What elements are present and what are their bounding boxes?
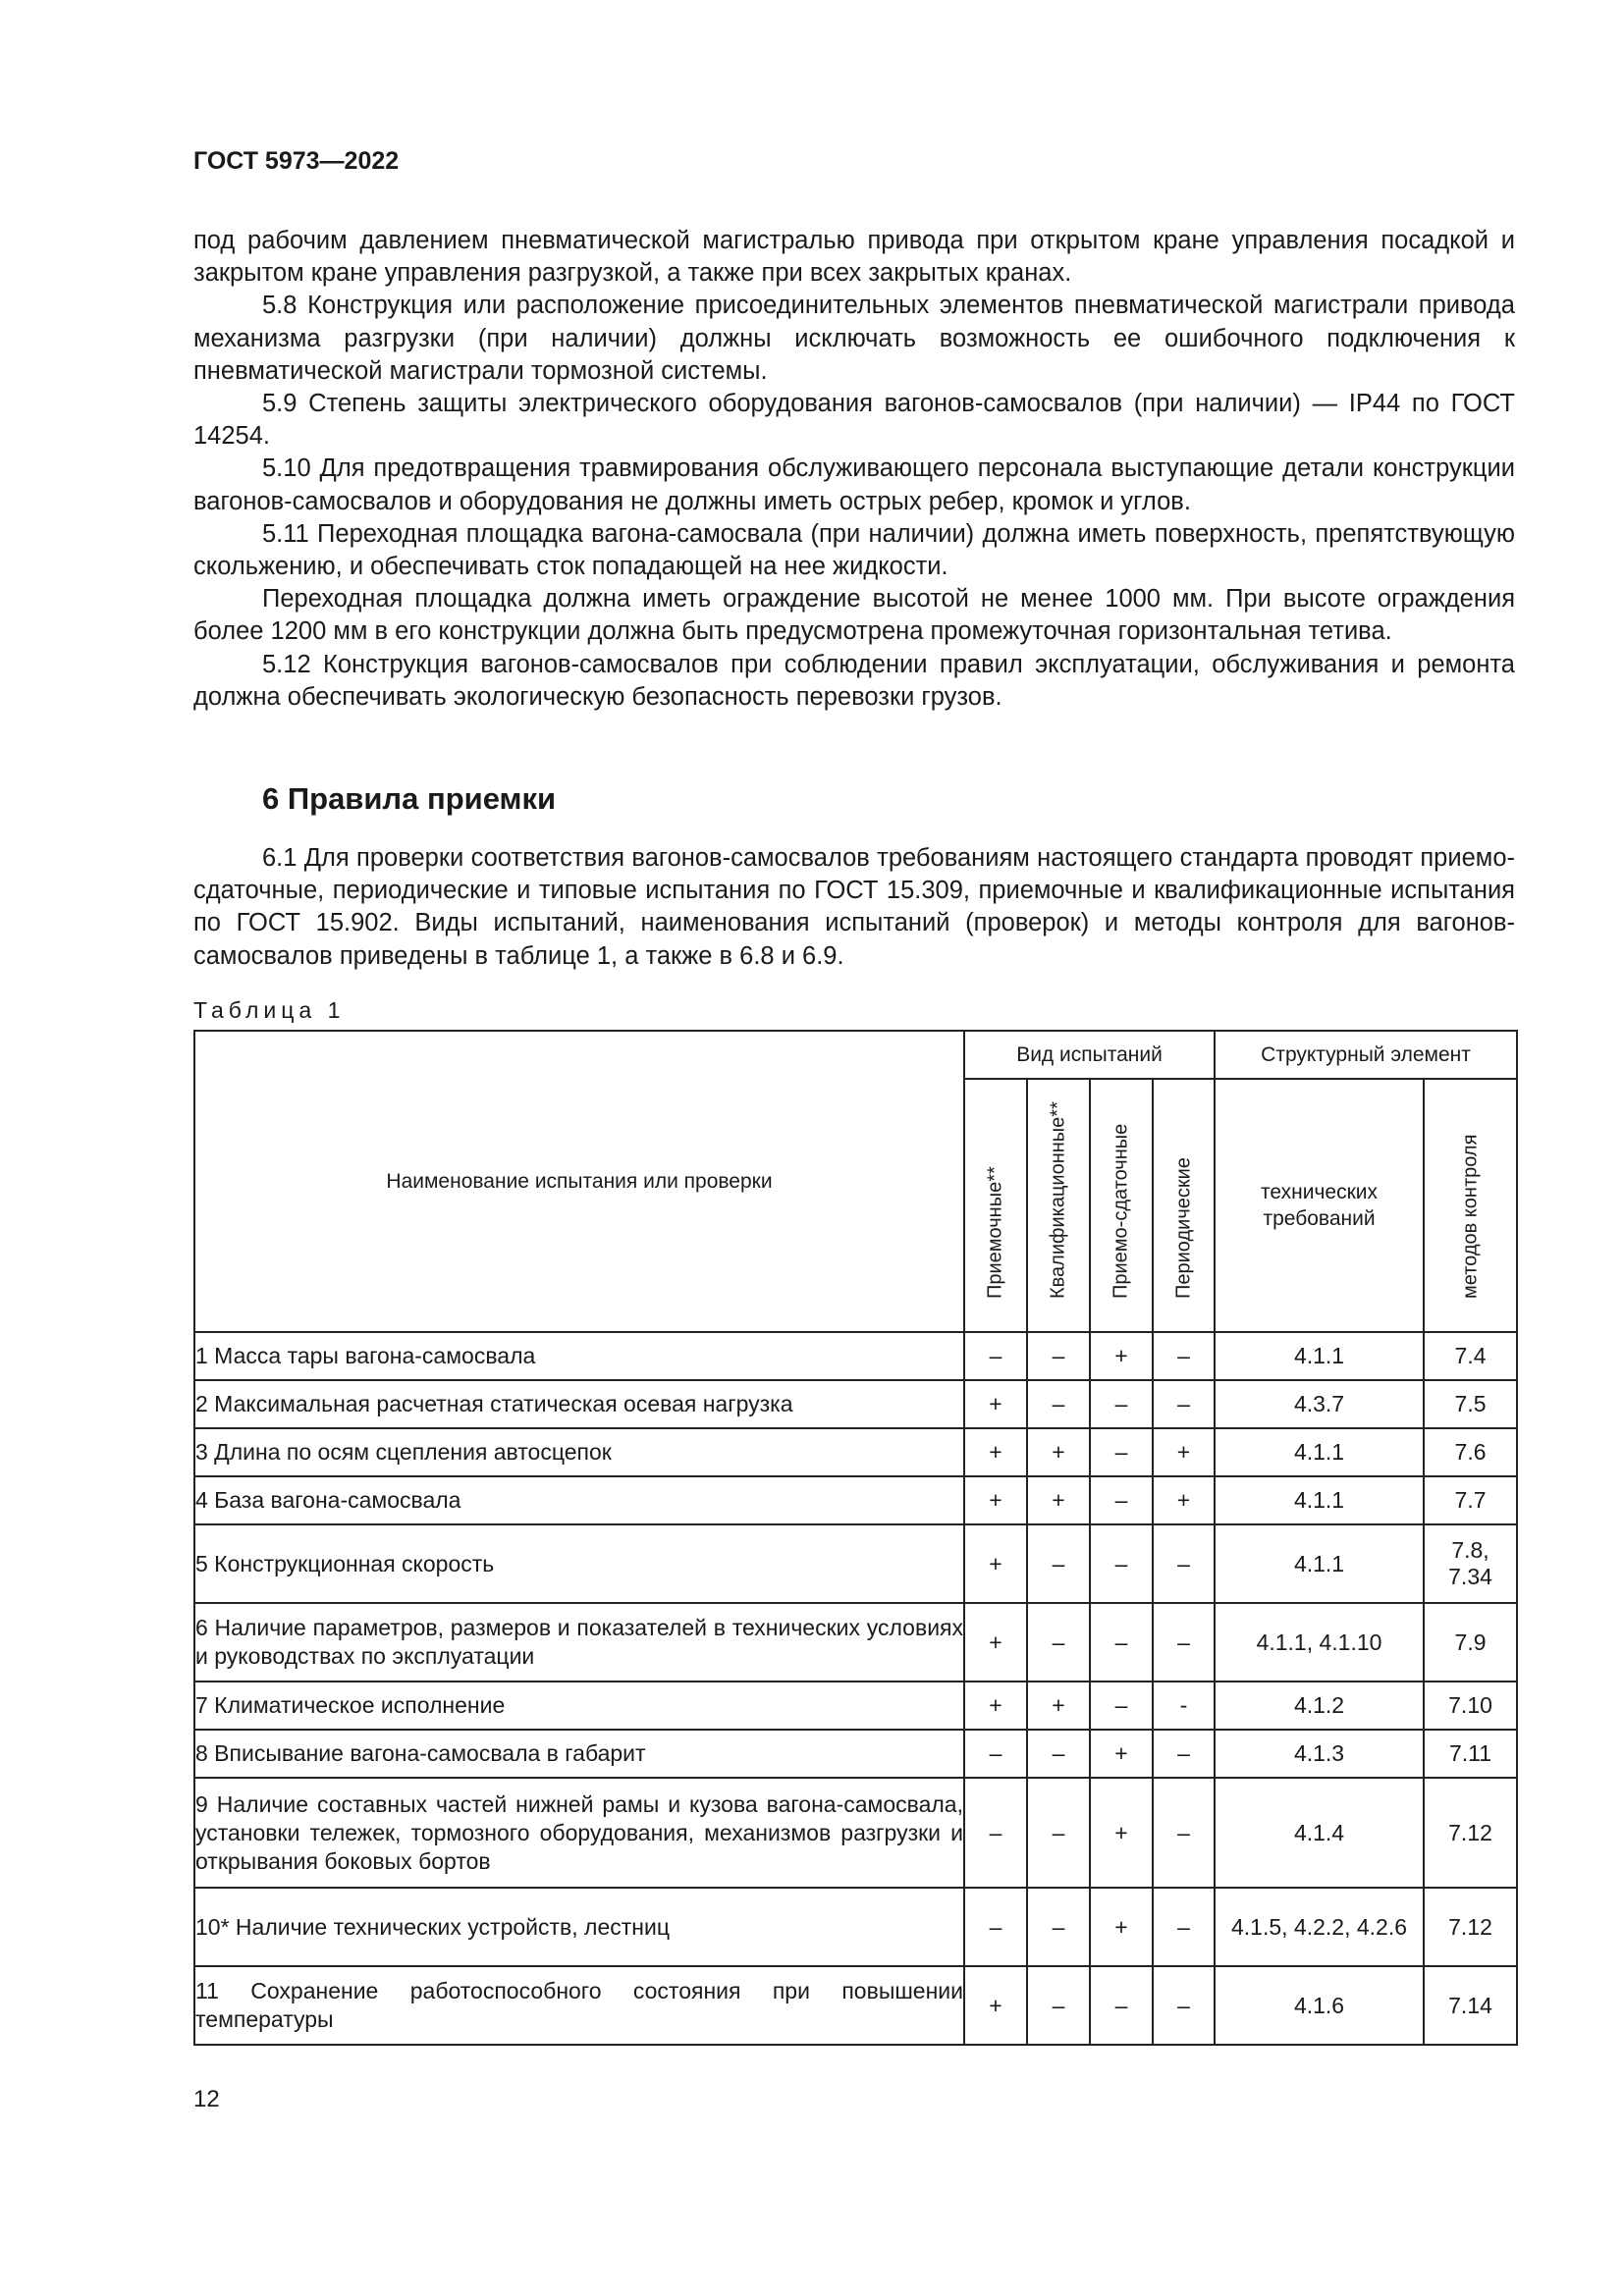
mark-periodicheskie: – [1153, 1603, 1215, 1682]
mark-priemochnye: + [964, 1966, 1027, 2045]
table-row [194, 1682, 1517, 1730]
mark-priemo-sdatochnye: – [1090, 1966, 1153, 2045]
mark-periodicheskie: – [1153, 1966, 1215, 2045]
test-name: 2 Максимальная расчетная статическая осевая нагрузка [194, 1380, 964, 1428]
body-text [193, 225, 1515, 714]
test-name: 8 Вписывание вагона-самосвала в габарит [194, 1730, 964, 1778]
mark-periodicheskie: – [1153, 1730, 1215, 1778]
mark-periodicheskie: – [1153, 1332, 1215, 1380]
tech-requirement-ref: 4.1.1 [1215, 1524, 1424, 1603]
paragraph-5-10: 5.10 Для предотвращения травмирования обслуживающего персонала выступающие детали конструкции вагонов-самосвалов и оборудования не должны иметь острых ребер, кромок и углов. [193, 454, 1515, 515]
method-ref: 7.8, 7.34 [1424, 1524, 1517, 1603]
table-row [194, 1888, 1517, 1966]
tech-requirement-ref: 4.1.1 [1215, 1332, 1424, 1380]
mark-priemo-sdatochnye: – [1090, 1603, 1153, 1682]
mark-kvalifikacionnye: – [1027, 1332, 1090, 1380]
method-ref: 7.4 [1424, 1332, 1517, 1380]
header-test-types: Вид испытаний [964, 1031, 1215, 1079]
paragraph-6-1: 6.1 Для проверки соответствия вагонов-самосвалов требованиям настоящего стандарта проводят приемо-сдаточные, периодические и типовые испытания по ГОСТ 15.309, приемочные и квалификационные испытания по ГОСТ 15.902. Виды испытаний, наименования испытаний (проверок) и методы контроля для вагонов-самосвалов приведены в таблице 1, а также в 6.8 и 6.9. [193, 844, 1515, 970]
tech-requirement-ref: 4.1.4 [1215, 1778, 1424, 1888]
table-caption: Таблица 1 [193, 997, 346, 1023]
mark-priemo-sdatochnye: – [1090, 1380, 1153, 1428]
mark-priemo-sdatochnye: + [1090, 1778, 1153, 1888]
test-name: 7 Климатическое исполнение [194, 1682, 964, 1730]
table-row [194, 1966, 1517, 2045]
paragraph-5-11: 5.11 Переходная площадка вагона-самосвала (при наличии) должна иметь поверхность, препятствующую скольжению, и обеспечивать сток попадающей на нее жидкости. [193, 519, 1515, 581]
mark-priemochnye: – [964, 1730, 1027, 1778]
mark-kvalifikacionnye: – [1027, 1380, 1090, 1428]
header-name: Наименование испытания или проверки [194, 1031, 964, 1332]
tech-requirement-ref: 4.1.1 [1215, 1476, 1424, 1524]
table-row [194, 1524, 1517, 1603]
method-ref: 7.6 [1424, 1428, 1517, 1476]
mark-priemochnye: + [964, 1428, 1027, 1476]
mark-kvalifikacionnye: – [1027, 1966, 1090, 2045]
mark-priemochnye: – [964, 1778, 1027, 1888]
mark-periodicheskie: – [1153, 1778, 1215, 1888]
mark-periodicheskie: + [1153, 1476, 1215, 1524]
mark-kvalifikacionnye: + [1027, 1476, 1090, 1524]
table-row [194, 1603, 1517, 1682]
mark-priemo-sdatochnye: + [1090, 1332, 1153, 1380]
document-header: ГОСТ 5973—2022 [193, 147, 400, 175]
test-name: 1 Масса тары вагона-самосвала [194, 1332, 964, 1380]
mark-periodicheskie: + [1153, 1428, 1215, 1476]
mark-kvalifikacionnye: – [1027, 1603, 1090, 1682]
paragraph-5-12: 5.12 Конструкция вагонов-самосвалов при соблюдении правил эксплуатации, обслуживания и ремонта должна обеспечивать экологическую безопасность перевозки грузов. [193, 650, 1515, 711]
table-row [194, 1332, 1517, 1380]
paragraph-5-9: 5.9 Степень защиты электрического оборудования вагонов-самосвалов (при наличии) — IP44 по ГОСТ 14254. [193, 390, 1515, 451]
tech-requirement-ref: 4.1.1, 4.1.10 [1215, 1603, 1424, 1682]
mark-periodicheskie: – [1153, 1524, 1215, 1603]
header-methods: методов контроля [1424, 1079, 1517, 1332]
test-name: 10* Наличие технических устройств, лестниц [194, 1888, 964, 1966]
mark-priemo-sdatochnye: – [1090, 1524, 1153, 1603]
mark-kvalifikacionnye: – [1027, 1888, 1090, 1966]
header-priemo-sdatochnye: Приемо-сдаточные [1090, 1079, 1153, 1332]
tech-requirement-ref: 4.1.6 [1215, 1966, 1424, 2045]
mark-periodicheskie: – [1153, 1888, 1215, 1966]
mark-kvalifikacionnye: – [1027, 1524, 1090, 1603]
mark-priemochnye: – [964, 1888, 1027, 1966]
mark-priemo-sdatochnye: + [1090, 1888, 1153, 1966]
header-structural-element: Структурный элемент [1215, 1031, 1517, 1079]
test-name: 11 Сохранение работоспособного состояния при повышении температуры [194, 1966, 964, 2045]
header-tech-requirements: технических требований [1215, 1079, 1424, 1332]
tech-requirement-ref: 4.1.3 [1215, 1730, 1424, 1778]
header-periodicheskie: Периодические [1153, 1079, 1215, 1332]
mark-periodicheskie: – [1153, 1380, 1215, 1428]
section-text [193, 842, 1515, 973]
table-row [194, 1428, 1517, 1476]
test-name: 3 Длина по осям сцепления автосцепок [194, 1428, 964, 1476]
method-ref: 7.11 [1424, 1730, 1517, 1778]
mark-periodicheskie: - [1153, 1682, 1215, 1730]
method-ref: 7.12 [1424, 1888, 1517, 1966]
mark-kvalifikacionnye: + [1027, 1428, 1090, 1476]
test-name: 5 Конструкционная скорость [194, 1524, 964, 1603]
table-row [194, 1778, 1517, 1888]
paragraph: Переходная площадка должна иметь ограждение высотой не менее 1000 мм. При высоте ограждения более 1200 мм в его конструкции должна быть предусмотрена промежуточная горизонтальная тетива. [193, 585, 1515, 646]
mark-priemo-sdatochnye: – [1090, 1428, 1153, 1476]
mark-priemochnye: – [964, 1332, 1027, 1380]
header-kvalifikacionnye: Квалификационные** [1027, 1079, 1090, 1332]
mark-priemochnye: + [964, 1476, 1027, 1524]
header-priemochnye: Приемочные** [964, 1079, 1027, 1332]
section-title: 6 Правила приемки [262, 781, 557, 816]
test-name: 9 Наличие составных частей нижней рамы и кузова вагона-самосвала, установки тележек, тормозного оборудования, механизмов разгрузки и открывания боковых бортов [194, 1778, 964, 1888]
mark-priemochnye: + [964, 1603, 1027, 1682]
method-ref: 7.5 [1424, 1380, 1517, 1428]
paragraph: под рабочим давлением пневматической магистралью привода при открытом кране управления посадкой и закрытом кране управления разгрузкой, а также при всех закрытых кранах. [193, 227, 1515, 288]
mark-priemochnye: + [964, 1524, 1027, 1603]
method-ref: 7.10 [1424, 1682, 1517, 1730]
table-row [194, 1730, 1517, 1778]
table-row [194, 1476, 1517, 1524]
tech-requirement-ref: 4.1.5, 4.2.2, 4.2.6 [1215, 1888, 1424, 1966]
mark-priemochnye: + [964, 1380, 1027, 1428]
mark-priemo-sdatochnye: – [1090, 1682, 1153, 1730]
tech-requirement-ref: 4.1.1 [1215, 1428, 1424, 1476]
method-ref: 7.14 [1424, 1966, 1517, 2045]
mark-priemo-sdatochnye: – [1090, 1476, 1153, 1524]
mark-priemo-sdatochnye: + [1090, 1730, 1153, 1778]
test-name: 6 Наличие параметров, размеров и показателей в технических условиях и руководствах по эксплуатации [194, 1603, 964, 1682]
method-ref: 7.7 [1424, 1476, 1517, 1524]
tech-requirement-ref: 4.3.7 [1215, 1380, 1424, 1428]
mark-kvalifikacionnye: – [1027, 1730, 1090, 1778]
tech-requirement-ref: 4.1.2 [1215, 1682, 1424, 1730]
test-name: 4 База вагона-самосвала [194, 1476, 964, 1524]
mark-kvalifikacionnye: – [1027, 1778, 1090, 1888]
tests-table [193, 1030, 1518, 2046]
mark-priemochnye: + [964, 1682, 1027, 1730]
page-number: 12 [193, 2086, 220, 2112]
method-ref: 7.12 [1424, 1778, 1517, 1888]
table-row [194, 1380, 1517, 1428]
mark-kvalifikacionnye: + [1027, 1682, 1090, 1730]
paragraph-5-8: 5.8 Конструкция или расположение присоединительных элементов пневматической магистрали привода механизма разгрузки (при наличии) должны исключать возможность ее ошибочного подключения к пневматической магистрали тормозной системы. [193, 292, 1515, 385]
method-ref: 7.9 [1424, 1603, 1517, 1682]
